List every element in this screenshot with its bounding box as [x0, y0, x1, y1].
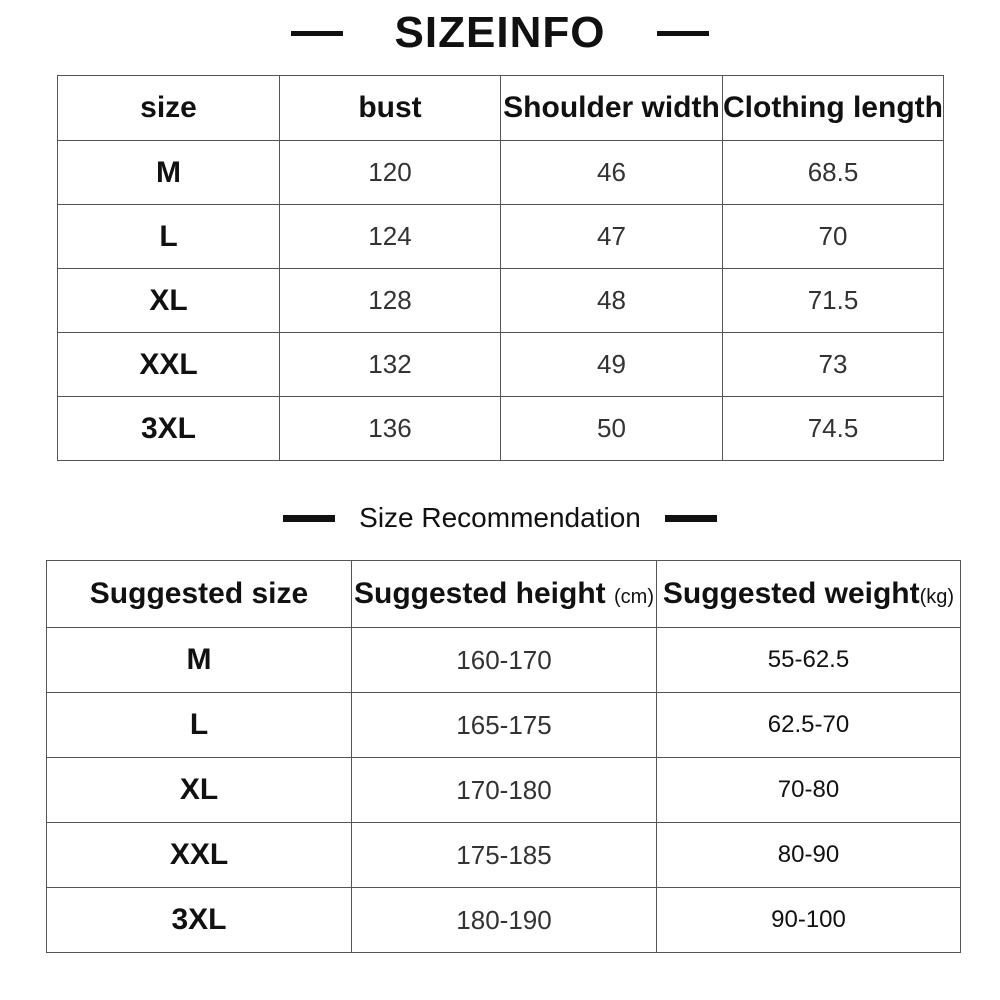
bust-cell: 136 [280, 397, 501, 461]
recommendation-row [47, 888, 961, 953]
size-cell: L [58, 205, 280, 269]
size-table-row [58, 397, 944, 461]
shoulder-width-cell: 49 [501, 333, 723, 397]
shoulder-width-cell: 46 [501, 141, 723, 205]
header-unit: (kg) [919, 586, 955, 608]
header-bust: bust [280, 76, 501, 141]
sub-heading-dash-right [665, 515, 717, 522]
header-unit: (cm) [614, 586, 654, 608]
bust-cell: 124 [280, 205, 501, 269]
weight-cell: 70-80 [657, 758, 961, 823]
page-title: SIZEINFO [394, 8, 606, 57]
recommendation-header-row [47, 561, 961, 628]
size-table-header-row [58, 76, 944, 141]
bust-cell: 132 [280, 333, 501, 397]
size-info-table [57, 75, 944, 461]
clothing-length-cell: 74.5 [723, 397, 944, 461]
header-label: Suggested weight [662, 577, 920, 610]
header-shoulder-width: Shoulder width [501, 76, 723, 141]
header-label: Suggested height [353, 577, 606, 610]
recommendation-row [47, 758, 961, 823]
size-cell: XXL [58, 333, 280, 397]
size-cell: XXL [47, 823, 352, 888]
size-recommendation-table [46, 560, 961, 953]
size-table-row [58, 141, 944, 205]
height-cell: 180-190 [352, 888, 657, 953]
header-label: Suggested size [89, 577, 309, 610]
main-heading [0, 8, 1000, 58]
bust-cell: 120 [280, 141, 501, 205]
weight-cell: 90-100 [657, 888, 961, 953]
shoulder-width-cell: 50 [501, 397, 723, 461]
weight-cell: 80-90 [657, 823, 961, 888]
recommendation-row [47, 628, 961, 693]
bust-cell: 128 [280, 269, 501, 333]
header-suggested-size [47, 561, 352, 628]
recommendation-row [47, 823, 961, 888]
clothing-length-cell: 68.5 [723, 141, 944, 205]
clothing-length-cell: 73 [723, 333, 944, 397]
height-cell: 170-180 [352, 758, 657, 823]
size-cell: XL [47, 758, 352, 823]
recommendation-row [47, 693, 961, 758]
heading-dash-right [657, 31, 709, 36]
size-table-row [58, 269, 944, 333]
height-cell: 165-175 [352, 693, 657, 758]
weight-cell: 62.5-70 [657, 693, 961, 758]
recommendation-heading [0, 496, 1000, 540]
size-table-row [58, 205, 944, 269]
height-cell: 160-170 [352, 628, 657, 693]
size-cell: L [47, 693, 352, 758]
header-suggested-height [352, 561, 657, 628]
size-cell: 3XL [58, 397, 280, 461]
clothing-length-cell: 71.5 [723, 269, 944, 333]
size-table-row [58, 333, 944, 397]
header-suggested-weight [657, 561, 961, 628]
shoulder-width-cell: 48 [501, 269, 723, 333]
size-cell: M [58, 141, 280, 205]
weight-cell: 55-62.5 [657, 628, 961, 693]
header-size: size [58, 76, 280, 141]
size-cell: 3XL [47, 888, 352, 953]
shoulder-width-cell: 47 [501, 205, 723, 269]
header-clothing-length: Clothing length [723, 76, 944, 141]
height-cell: 175-185 [352, 823, 657, 888]
size-cell: XL [58, 269, 280, 333]
clothing-length-cell: 70 [723, 205, 944, 269]
heading-dash-left [291, 31, 343, 36]
recommendation-title: Size Recommendation [359, 502, 641, 533]
sub-heading-dash-left [283, 515, 335, 522]
size-cell: M [47, 628, 352, 693]
